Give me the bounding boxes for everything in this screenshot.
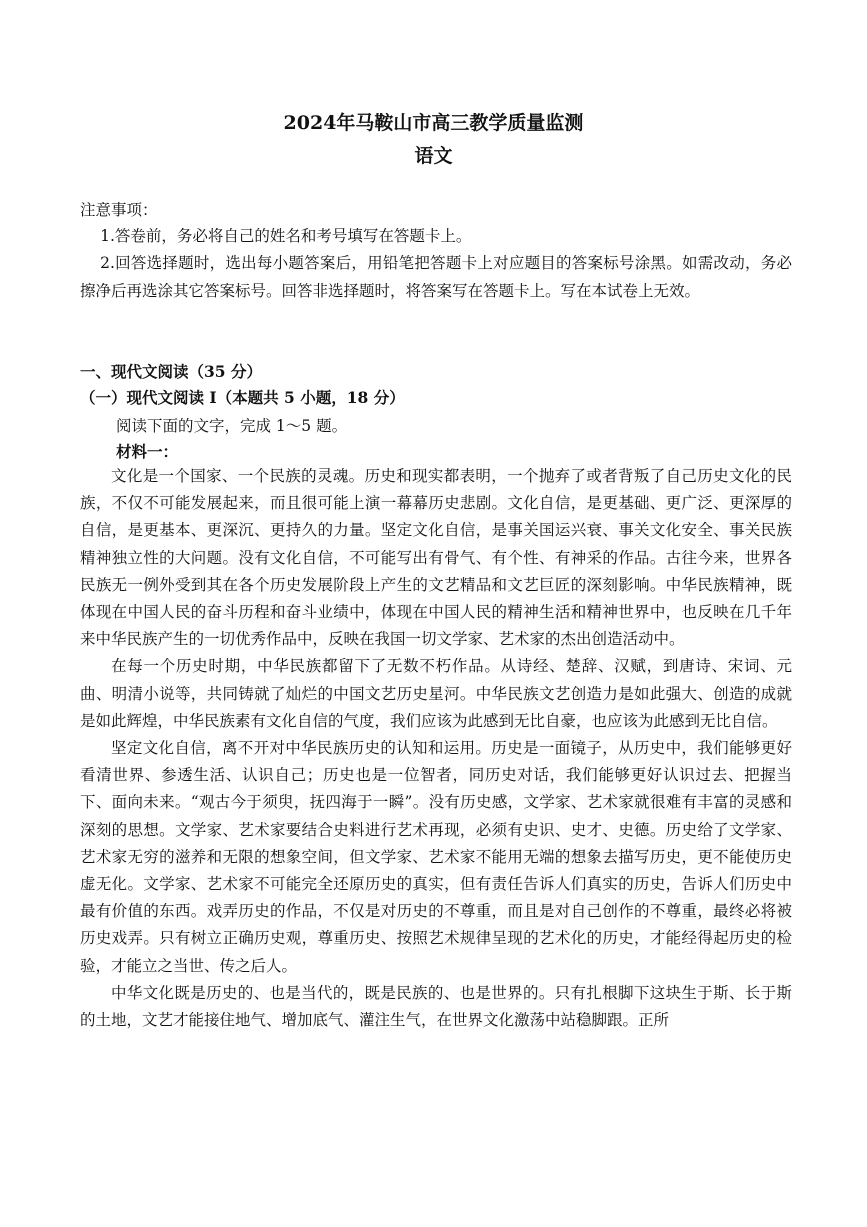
reading-passage <box>80 463 792 1034</box>
subject-title: 语文 <box>414 145 453 167</box>
exam-title: 2024年马鞍山市高三教学质量监测 <box>283 112 584 134</box>
passage-paragraph-3: 坚定文化自信，离不开对中华民族历史的认知和运用。历史是一面镜子，从历史中，我们能够更好看清世界、参透生活、认识自己；历史也是一位智者，同历史对话，我们能够更好认识过去、把握当下、面向未来。“观古今于须臾，抚四海于一瞬”。没有历史感，文学家、艺术家就很难有丰富的灵感和深刻的思想。文学家、艺术家要结合史料进行艺术再现，必须有史识、史才、史德。历史给了文学家、艺术家无穷的滋养和无限的想象空间，但文学家、艺术家不能用无端的想象去描写历史，更不能使历史虚无化。文学家、艺术家不可能完全还原历史的真实，但有责任告诉人们真实的历史，告诉人们历史中最有价值的东西。戏弄历史的作品，不仅是对历史的不尊重，而且是对自己创作的不尊重，最终必将被历史戏弄。只有树立正确历史观，尊重历史、按照艺术规律呈现的艺术化的历史，才能经得起历史的检验，才能立之当世、传之后人。 <box>80 739 792 975</box>
passage-paragraph-1: 文化是一个国家、一个民族的灵魂。历史和现实都表明，一个抛弃了或者背叛了自己历史文化的民族，不仅不可能发展起来，而且很可能上演一幕幕历史悲剧。文化自信，是更基础、更广泛、更深厚的自信，是更基本、更深沉、更持久的力量。坚定文化自信，是事关国运兴衰、事关文化安全、事关民族精神独立性的大问题。没有文化自信，不可能写出有骨气、有个性、有神采的作品。古往今来，世界各民族无一例外受到其在各个历史发展阶段上产生的文艺精品和文艺巨匠的深刻影响。中华民族精神，既体现在中国人民的奋斗历程和奋斗业绩中，体现在中国人民的精神生活和精神世界中，也反映在几千年来中华民族产生的一切优秀作品中，反映在我国一切文学家、艺术家的杰出创造活动中。 <box>80 467 792 649</box>
section-title: 一、现代文阅读（35 分） <box>80 362 262 381</box>
notice-item-1: 1.答卷前，务必将自己的姓名和考号填写在答题卡上。 <box>100 227 472 245</box>
notice-heading: 注意事项： <box>80 201 158 219</box>
passage-paragraph-2: 在每一个历史时期，中华民族都留下了无数不朽作品。从诗经、楚辞、汉赋，到唐诗、宋词、元曲、明清小说等，共同铸就了灿烂的中国文艺历史星河。中华民族文艺创造力是如此强大、创造的成就是如此辉煌，中华民族素有文化自信的气度，我们应该为此感到无比自豪，也应该为此感到无比自信。 <box>80 657 792 730</box>
passage-paragraph-4: 中华文化既是历史的、也是当代的，既是民族的、也是世界的。只有扎根脚下这块生于斯、长于斯的土地，文艺才能接住地气、增加底气、灌注生气，在世界文化激荡中站稳脚跟。正所 <box>80 983 792 1030</box>
notice-item-2: 2.回答选择题时，选出每小题答案后，用铅笔把答题卡上对应题目的答案标号涂黑。如需改动，务必擦净后再选涂其它答案标号。回答非选择题时，将答案写在答题卡上。写在本试卷上无效。 <box>80 254 792 300</box>
material-label: 材料一： <box>116 442 179 461</box>
subsection-title: （一）现代文阅读 I（本题共 5 小题，18 分） <box>80 388 405 407</box>
reading-instruction: 阅读下面的文字，完成 1～5 题。 <box>116 417 348 435</box>
